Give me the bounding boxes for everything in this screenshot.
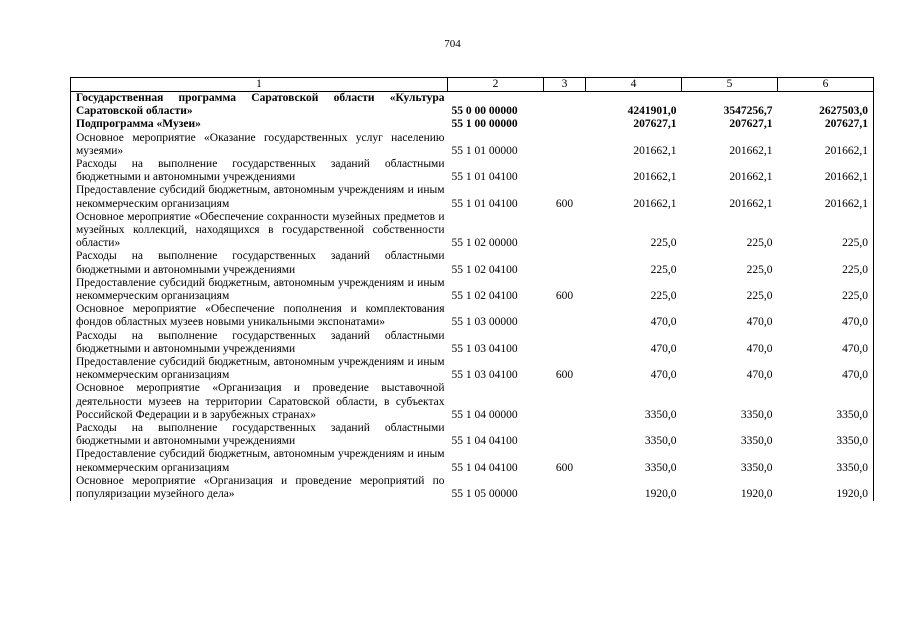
row-expense-type bbox=[544, 92, 586, 119]
row-value-year-1: 201662,1 bbox=[633, 197, 677, 210]
row-expense-type bbox=[544, 422, 586, 448]
row-value-year-3: 470,0 bbox=[778, 330, 874, 356]
header-col-1: 1 bbox=[71, 78, 448, 92]
row-code: 55 1 00 00000 bbox=[451, 118, 518, 131]
row-code: 55 1 04 04100 bbox=[451, 435, 518, 448]
page-number: 704 bbox=[444, 38, 461, 50]
row-value-year-3: 225,0 bbox=[778, 250, 874, 276]
table-row bbox=[71, 382, 874, 422]
row-value-year-3: 225,0 bbox=[778, 277, 874, 303]
row-value-year-3: 3350,0 bbox=[778, 382, 874, 422]
row-value-year-1: 470,0 bbox=[650, 369, 677, 382]
row-value-year-3: 225,0 bbox=[778, 211, 874, 251]
row-expense-type bbox=[544, 330, 586, 356]
row-value-year-3: 201662,1 bbox=[778, 184, 874, 210]
row-value-year-3: 2627503,0 bbox=[778, 92, 874, 119]
row-expense-type bbox=[544, 132, 586, 158]
row-expense-type bbox=[544, 250, 586, 276]
header-col-3: 3 bbox=[544, 78, 586, 92]
row-expense-type bbox=[544, 158, 586, 184]
row-value-year-1: 3350,0 bbox=[644, 435, 677, 448]
row-value-year-1: 470,0 bbox=[650, 342, 677, 355]
header-col-2: 2 bbox=[448, 78, 544, 92]
row-value-year-2: 201662,1 bbox=[729, 144, 773, 157]
row-code: 55 1 03 04100 bbox=[451, 342, 518, 355]
row-value-year-2: 201662,1 bbox=[729, 197, 773, 210]
row-value-year-1: 207627,1 bbox=[633, 118, 677, 131]
row-name: Предоставление субсидий бюджетным, автономным учреждениям и иным некоммерческим организациям bbox=[71, 356, 448, 382]
row-code: 55 1 01 04100 bbox=[451, 197, 518, 210]
row-value-year-2: 201662,1 bbox=[729, 171, 773, 184]
row-value-year-3: 201662,1 bbox=[778, 132, 874, 158]
row-value-year-2: 1920,0 bbox=[740, 488, 773, 501]
row-value-year-1: 225,0 bbox=[650, 263, 677, 276]
row-value-year-3: 1920,0 bbox=[778, 475, 874, 501]
table-row bbox=[71, 211, 874, 251]
row-name: Основное мероприятие «Оказание государственных услуг населению музеями» bbox=[71, 132, 448, 158]
header-col-4: 4 bbox=[586, 78, 682, 92]
row-name: Предоставление субсидий бюджетным, автономным учреждениям и иным некоммерческим организациям bbox=[71, 448, 448, 474]
table-row bbox=[71, 92, 874, 119]
row-code: 55 1 04 00000 bbox=[451, 408, 518, 421]
row-name: Основное мероприятие «Организация и проведение мероприятий по популяризации музейного дела» bbox=[71, 475, 448, 501]
row-value-year-2: 470,0 bbox=[746, 316, 773, 329]
row-value-year-1: 1920,0 bbox=[644, 488, 677, 501]
row-code: 55 1 01 04100 bbox=[451, 171, 518, 184]
row-code: 55 1 03 00000 bbox=[451, 316, 518, 329]
row-value-year-2: 470,0 bbox=[746, 369, 773, 382]
row-name: Государственная программа Саратовской области «Культура Саратовской области» bbox=[71, 92, 448, 119]
row-name: Основное мероприятие «Обеспечение пополнения и комплектования фондов областных музеев новыми уникальными экспонатами» bbox=[71, 303, 448, 329]
row-value-year-3: 470,0 bbox=[778, 303, 874, 329]
header-col-5: 5 bbox=[682, 78, 778, 92]
row-expense-type: 600 bbox=[555, 369, 574, 382]
row-code: 55 1 05 00000 bbox=[451, 488, 518, 501]
budget-table bbox=[70, 77, 874, 501]
row-code: 55 1 02 00000 bbox=[451, 237, 518, 250]
row-name: Основное мероприятие «Обеспечение сохранности музейных предметов и музейных коллекций, находящихся в государственной собственности области» bbox=[71, 211, 448, 251]
row-value-year-2: 225,0 bbox=[746, 290, 773, 303]
row-expense-type bbox=[544, 118, 586, 131]
table-body bbox=[71, 92, 874, 502]
table-row bbox=[71, 184, 874, 210]
row-code: 55 1 02 04100 bbox=[451, 290, 518, 303]
table-row bbox=[71, 158, 874, 184]
row-value-year-2: 225,0 bbox=[746, 237, 773, 250]
row-value-year-3: 201662,1 bbox=[778, 158, 874, 184]
row-value-year-2: 3350,0 bbox=[740, 461, 773, 474]
table-row bbox=[71, 356, 874, 382]
header-col-6: 6 bbox=[778, 78, 874, 92]
row-expense-type: 600 bbox=[555, 461, 574, 474]
row-expense-type bbox=[544, 211, 586, 251]
row-expense-type: 600 bbox=[555, 197, 574, 210]
row-expense-type: 600 bbox=[555, 290, 574, 303]
row-value-year-3: 3350,0 bbox=[778, 448, 874, 474]
table-row bbox=[71, 132, 874, 158]
row-code: 55 1 03 04100 bbox=[451, 369, 518, 382]
row-expense-type bbox=[544, 475, 586, 501]
row-expense-type bbox=[544, 303, 586, 329]
row-name: Расходы на выполнение государственных заданий областными бюджетными и автономными учреждениями bbox=[71, 158, 448, 184]
row-value-year-1: 201662,1 bbox=[633, 171, 677, 184]
row-code: 55 1 01 00000 bbox=[451, 144, 518, 157]
table-row bbox=[71, 422, 874, 448]
row-name: Предоставление субсидий бюджетным, автономным учреждениям и иным некоммерческим организациям bbox=[71, 184, 448, 210]
row-code: 55 1 02 04100 bbox=[451, 263, 518, 276]
row-name: Расходы на выполнение государственных заданий областными бюджетными и автономными учреждениями bbox=[71, 250, 448, 276]
table-row bbox=[71, 118, 874, 131]
row-value-year-2: 3350,0 bbox=[740, 435, 773, 448]
row-value-year-3: 3350,0 bbox=[778, 422, 874, 448]
row-value-year-2: 470,0 bbox=[746, 342, 773, 355]
row-value-year-2: 3547256,7 bbox=[723, 105, 773, 118]
row-name: Основное мероприятие «Организация и проведение выставочной деятельности музеев на территории Саратовской области, в субъектах Российской Федерации и в зарубежных странах» bbox=[71, 382, 448, 422]
header-row bbox=[71, 78, 874, 92]
row-value-year-1: 225,0 bbox=[650, 290, 677, 303]
table-row bbox=[71, 448, 874, 474]
row-value-year-1: 470,0 bbox=[650, 316, 677, 329]
row-code: 55 0 00 00000 bbox=[451, 105, 518, 118]
row-name: Расходы на выполнение государственных заданий областными бюджетными и автономными учреждениями bbox=[71, 330, 448, 356]
row-code: 55 1 04 04100 bbox=[451, 461, 518, 474]
row-value-year-2: 207627,1 bbox=[729, 118, 773, 131]
row-value-year-1: 225,0 bbox=[650, 237, 677, 250]
row-value-year-1: 4241901,0 bbox=[627, 105, 677, 118]
row-name: Предоставление субсидий бюджетным, автономным учреждениям и иным некоммерческим организациям bbox=[71, 277, 448, 303]
table-row bbox=[71, 277, 874, 303]
table-header bbox=[71, 78, 874, 92]
table-row bbox=[71, 475, 874, 501]
table-row bbox=[71, 330, 874, 356]
row-value-year-1: 201662,1 bbox=[633, 144, 677, 157]
row-value-year-3: 470,0 bbox=[778, 356, 874, 382]
row-value-year-1: 3350,0 bbox=[644, 461, 677, 474]
row-expense-type bbox=[544, 382, 586, 422]
row-value-year-2: 3350,0 bbox=[740, 408, 773, 421]
row-name: Подпрограмма «Музеи» bbox=[71, 118, 448, 131]
row-value-year-3: 207627,1 bbox=[778, 118, 874, 131]
row-value-year-2: 225,0 bbox=[746, 263, 773, 276]
table-row bbox=[71, 250, 874, 276]
table-row bbox=[71, 303, 874, 329]
row-value-year-1: 3350,0 bbox=[644, 408, 677, 421]
row-name: Расходы на выполнение государственных заданий областными бюджетными и автономными учреждениями bbox=[71, 422, 448, 448]
